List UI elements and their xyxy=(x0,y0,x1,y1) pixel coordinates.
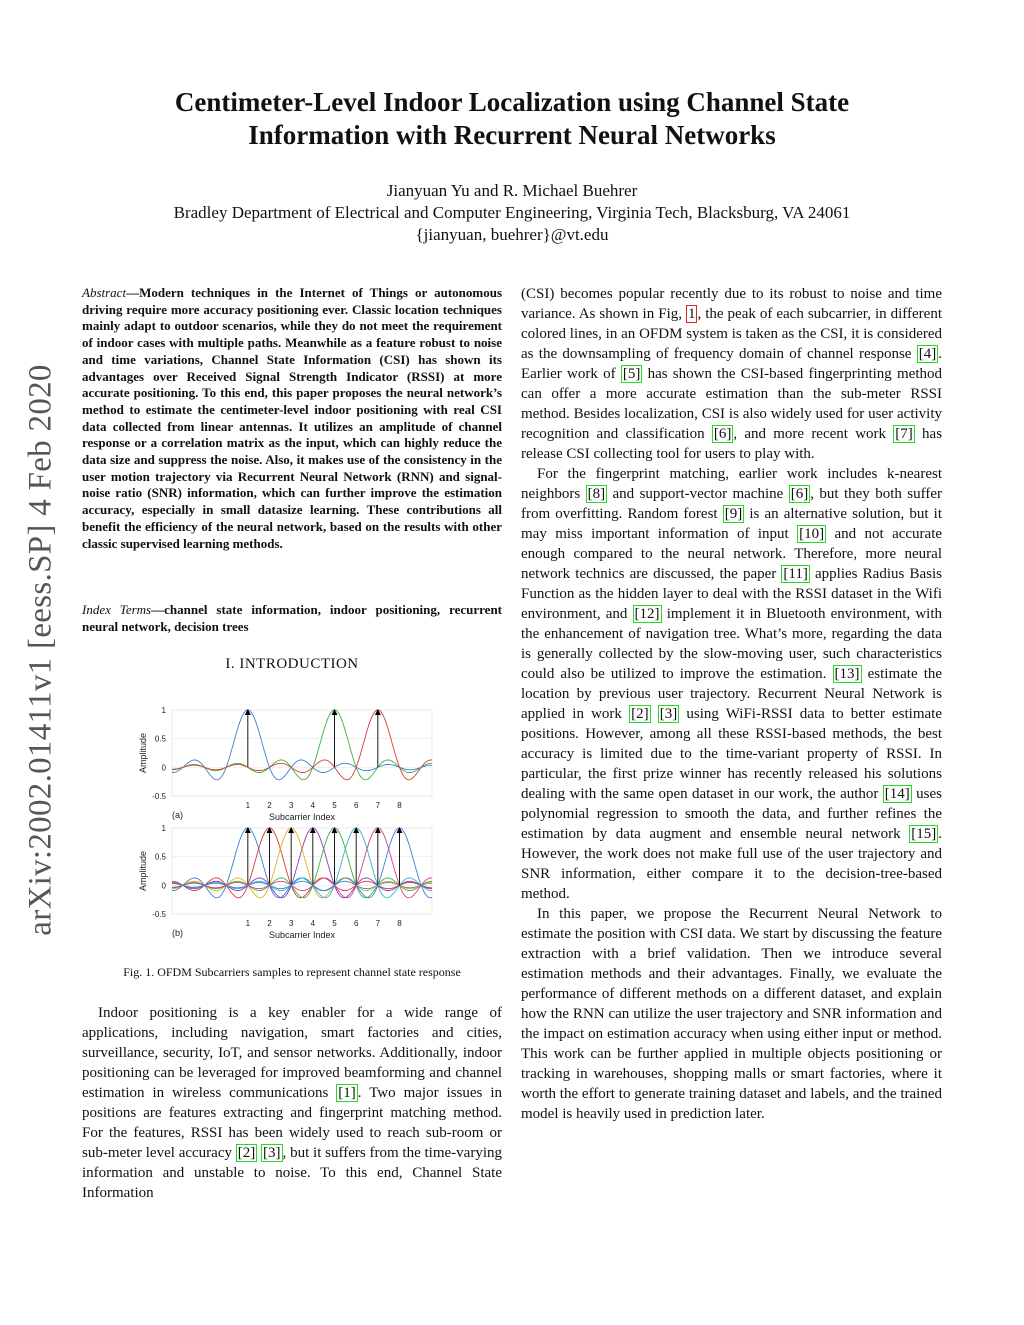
y-tick-label: 0.5 xyxy=(154,852,166,862)
citation-link[interactable]: [9] xyxy=(724,506,743,522)
x-tick-label: 6 xyxy=(353,919,359,928)
paragraph: (CSI) becomes popular recently due to its robust to noise and time variance. As shown in Fig, 1 , the peak of each subcarrier, in different colored lines, in an OFDM system is taken as the CSI, it is considered as the downsampling of frequency domain of channel response [4] . Earlier work of [5] has shown the CSI-based fingerprinting method can offer a more accurate estimation than the sub-meter RSSI method. Besides localization, CSI is also widely used for user activity recognition and classification [6] , and more recent work [7] has release CSI collecting tool for users to play with. xyxy=(521,286,943,462)
paragraph: Indoor positioning is a key enabler for a wide range of applications, including navigation, smart factories and cities, surveillance, security, IoT, and sensor networks. Additionally, indoor positioning can be leveraged for improved beamforming and channel estimation in wireless communications [1] . Two major issues in positions are features extracting and fingerprint matching method. For the features, RSSI has been widely used to reach sub-room or sub-meter level accuracy [2] [3] , but it suffers from the time-varying information and unstable to noise. To this end, Channel State Information xyxy=(82,1005,502,1201)
x-tick-label: 1 xyxy=(245,919,251,928)
affiliation: Bradley Department of Electrical and Computer Engineering, Virginia Tech, Blacksburg, VA 24061 xyxy=(173,203,851,222)
citation-link[interactable]: [10] xyxy=(799,526,825,542)
arxiv-id: arXiv:2002.01411v1 [eess.SP] 4 Feb 2020 xyxy=(22,364,59,936)
figure-1 xyxy=(120,700,460,950)
citation-link[interactable]: [12] xyxy=(634,606,660,622)
citation-link[interactable]: [6] xyxy=(713,426,732,442)
plot-a xyxy=(138,706,432,822)
x-tick-label: 6 xyxy=(353,801,359,810)
arxiv-stamp xyxy=(16,340,66,960)
citation-link[interactable]: [15] xyxy=(911,826,937,842)
citation-link[interactable]: [2] xyxy=(237,1145,256,1161)
y-tick-label: 1 xyxy=(161,706,166,715)
x-axis-label: Subcarrier Index xyxy=(268,812,336,822)
section-heading: I. INTRODUCTION xyxy=(225,656,359,672)
panel-label: (b) xyxy=(172,928,183,938)
citation-link[interactable]: [14] xyxy=(884,786,910,802)
y-tick-label: -0.5 xyxy=(152,792,166,801)
plot-frame xyxy=(172,828,432,914)
y-tick-label: 0.5 xyxy=(154,734,166,744)
y-axis-label: Amplitude xyxy=(138,732,148,774)
y-tick-label: 0 xyxy=(161,763,166,773)
index-terms xyxy=(82,602,502,635)
x-tick-label: 5 xyxy=(332,919,337,928)
x-tick-label: 2 xyxy=(267,919,272,928)
citation-link[interactable]: [3] xyxy=(263,1145,281,1161)
x-tick-label: 4 xyxy=(310,919,316,928)
plot-b xyxy=(138,824,432,940)
citation-link[interactable]: [4] xyxy=(918,346,937,362)
index-terms-text: —channel state information, indoor positioning, recurrent neural network, decision trees xyxy=(82,602,503,634)
x-tick-label: 7 xyxy=(375,919,381,928)
figure-caption: Fig. 1. OFDM Subcarriers samples to represent channel state response xyxy=(123,965,461,979)
y-axis-label: Amplitude xyxy=(138,850,148,892)
x-axis-label: Subcarrier Index xyxy=(268,930,336,940)
citation-link[interactable]: [6] xyxy=(790,486,809,502)
citation-link[interactable]: [13] xyxy=(834,666,860,682)
intro-left-column xyxy=(82,1003,502,1203)
citation-link[interactable]: [11] xyxy=(783,566,808,582)
plot-frame xyxy=(172,710,432,796)
y-tick-label: -0.5 xyxy=(152,910,166,919)
intro-right-column xyxy=(521,284,942,1124)
x-tick-label: 8 xyxy=(397,919,402,928)
index-terms-label: Index Terms xyxy=(82,602,152,617)
title-line-2: Information with Recurrent Neural Networks xyxy=(248,120,776,150)
x-tick-label: 3 xyxy=(288,919,294,928)
y-tick-label: 1 xyxy=(161,824,166,833)
x-tick-label: 7 xyxy=(375,801,381,810)
paragraph: In this paper, we propose the Recurrent Neural Network to estimate the position with CSI data. We start by discussing the feature extraction with a brief validation. Then we introduce several estimation methods and their advantages. Finally, we evaluate the performance of different methods on a different dataset, and explain how the RNN can utilize the user trajectory and SNR information and the impact on estimation accuracy when using either input or method. This work can be further applied in multiple objects positioning or tracking in warehouses, shopping malls or smart factories, where it worth the effort to generate training dataset and labels, and the trained model is heavily used in prediction later. xyxy=(521,906,942,1122)
citation-link[interactable]: [1] xyxy=(338,1085,356,1101)
citation-link[interactable]: [7] xyxy=(895,426,913,442)
abstract-label: Abstract xyxy=(82,285,127,300)
x-tick-label: 1 xyxy=(245,801,251,810)
series-line xyxy=(172,828,432,898)
x-tick-label: 8 xyxy=(397,801,402,810)
citation-link[interactable]: [8] xyxy=(587,486,606,502)
series-line xyxy=(172,710,432,780)
x-tick-label: 2 xyxy=(267,801,272,810)
citation-link[interactable]: [3] xyxy=(659,706,678,722)
abstract xyxy=(82,285,502,552)
paper-title xyxy=(80,86,944,152)
panel-label: (a) xyxy=(172,810,183,820)
citation-link[interactable]: [5] xyxy=(622,366,641,382)
email: {jianyuan, buehrer}@vt.edu xyxy=(415,225,609,244)
x-tick-label: 3 xyxy=(288,801,294,810)
abstract-text: —Modern techniques in the Internet of Things or autonomous driving require more accuracy positioning ever. Classic location techniques mainly adapt to outdoor scenarios, while they do not meet the requirement of indoor cases with multiple paths. Meanwhile as a feature robust to noise and time variations, Channel State Information (CSI) has shown its advantages over Received Signal Strength Indicator (RSSI) at more accurate positioning. To this end, this paper proposes the neural network’s method to estimate the centimeter-level indoor positioning with real CSI data collected from linear antennas. It utilizes an amplitude of channel response or a correlation matrix as the input, which can highly reduce the data size and suppress the noise. Also, it makes use of the consistency in the user motion trajectory via Recurrent Neural Network (RNN) and signal-noise ratio (SNR) information, which can further improve the estimation accuracy, especially in small datasize learning. These contributions all benefit the efficiency of the neural network, based on the results with other classic supervised learning methods. xyxy=(82,285,502,551)
x-tick-label: 5 xyxy=(332,801,337,810)
y-tick-label: 0 xyxy=(161,881,166,891)
citation-link[interactable]: [2] xyxy=(631,706,649,722)
paragraph: For the fingerprint matching, earlier work includes k-nearest neighbors [8] and support-vector machine [6] , but they both suffer from overfitting. Random forest [9] is an alternative solution, but it may miss important information of input [10] and not accurate enough compared to the neural network. Therefore, more neural network technics are discussed, the paper [11] applies Radius Basis Function as the hidden layer to deal with the RSSI dataset in the Wifi environment, and [12] implement it in Bluetooth environment, with the enhancement of navigation tree. What’s more, regarding the data is generally collected by the slow-moving user, such characteristics could also be utilized to improve the estimation. [13] estimate the location by previous user trajectory. Recurrent Neural Network is applied in work [2] [3] using WiFi-RSSI data to better estimate positions. However, among all these RSSI-based methods, the best accuracy is limited due to the time-variant property of RSSI. In particular, the first prize winner has recently released his solutions dealing with the same open dataset in our work, the author [14] uses polynomial regression to smooth the data, and further refines the estimation by data augment and ensemble neural network [15] . However, the work does not make full use of the user trajectory and SNR information, either compare it to the decision-tree-based method. xyxy=(521,466,943,902)
authors: Jianyuan Yu and R. Michael Buehrer xyxy=(386,181,638,200)
x-tick-label: 4 xyxy=(310,801,316,810)
author-block xyxy=(80,180,944,246)
title-line-1: Centimeter-Level Indoor Localization using Channel State xyxy=(174,87,850,117)
figure-link[interactable]: 1 xyxy=(687,306,696,322)
